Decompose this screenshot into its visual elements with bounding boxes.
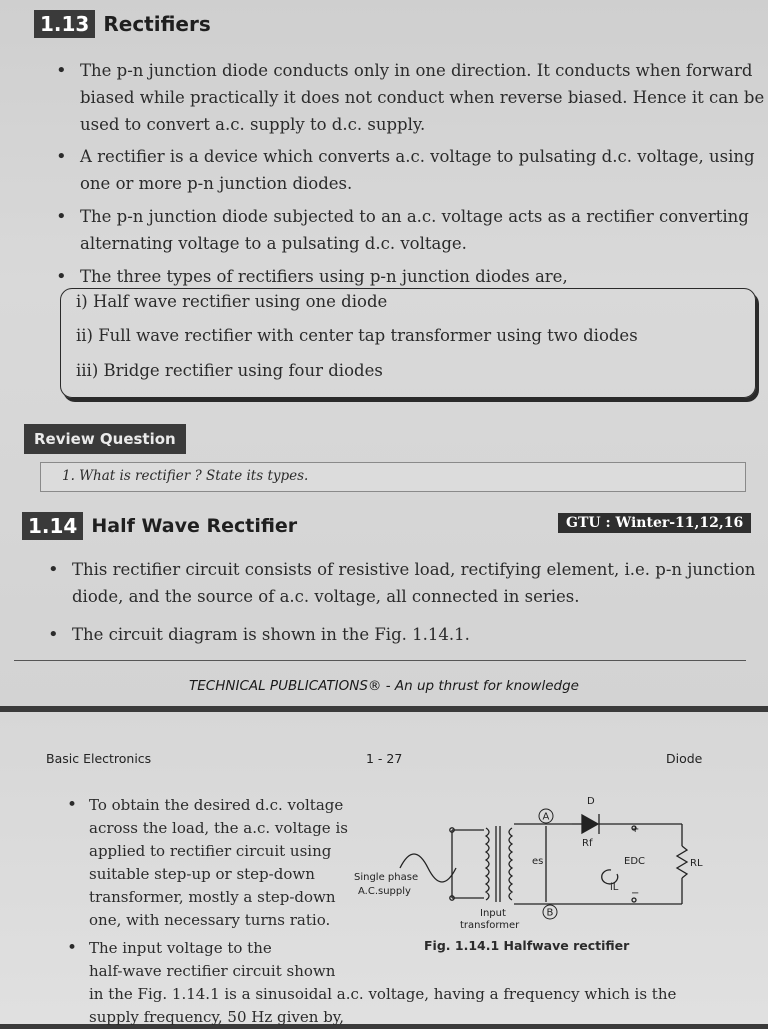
bullet-dot: •: [48, 559, 59, 580]
transformer-label-2: transformer: [460, 920, 520, 931]
resistor-icon: [677, 846, 687, 878]
rf-label: Rf: [582, 838, 593, 849]
gtu-badge: GTU : Winter-11,12,16: [558, 513, 751, 533]
line: biased while practically it does not conduct when reverse biased. Hence it can be: [80, 88, 765, 107]
bullet-2: [56, 143, 755, 197]
section-number: 1.14: [22, 512, 83, 540]
line: across the load, the a.c. voltage is: [89, 819, 348, 837]
type-item-3: iii) Bridge rectifier using four diodes: [76, 361, 383, 380]
node-a-label: A: [542, 811, 550, 823]
line: The circuit diagram is shown in the Fig. 1.14.1.: [72, 625, 470, 644]
publisher-footer: TECHNICAL PUBLICATIONS® - An up thrust for knowledge: [189, 678, 579, 694]
line: The p-n junction diode subjected to an a.c. voltage acts as a rectifier converting: [80, 207, 749, 226]
line: half-wave rectifier circuit shown: [89, 962, 336, 980]
minus-label: −: [631, 888, 640, 899]
line: in the Fig. 1.14.1 is a sinusoidal a.c. voltage, having a frequency which is the: [89, 985, 677, 1003]
bullet-3: [56, 203, 749, 257]
page2-bullet-2-cont: [89, 983, 676, 1029]
halfwave-rectifier-diagram: [352, 790, 708, 936]
transformer-label-1: Input: [480, 908, 506, 919]
section-heading-1-13: [34, 10, 211, 38]
page-number: 1 - 27: [366, 751, 403, 766]
bullet-dot: •: [67, 938, 78, 958]
line: supply frequency, 50 Hz given by,: [89, 1008, 345, 1026]
line: suitable step-up or step-down: [89, 865, 315, 883]
rl-label: RL: [690, 858, 703, 869]
bullet-dot: •: [48, 624, 59, 645]
es-label: es: [532, 856, 544, 867]
line: one or more p-n junction diodes.: [80, 174, 353, 193]
running-header-right: Diode: [666, 751, 703, 766]
bullet-dot: •: [56, 206, 67, 227]
primary-coil: [486, 828, 489, 900]
bullet-6: [48, 621, 470, 648]
running-header-left: Basic Electronics: [46, 751, 152, 766]
page2-bullet-2: [67, 937, 336, 983]
bullet-5: [48, 556, 756, 610]
review-question-label: Review Question: [24, 424, 186, 454]
line: A rectifier is a device which converts a.c. voltage to pulsating d.c. voltage, using: [80, 147, 755, 166]
bullet-dot: •: [56, 266, 67, 287]
bullet-dot: •: [56, 146, 67, 167]
line: This rectifier circuit consists of resistive load, rectifying element, i.e. p-n junction: [72, 560, 756, 579]
section-number: 1.13: [34, 10, 95, 38]
line: To obtain the desired d.c. voltage: [89, 796, 344, 814]
review-question-text: 1. What is rectifier ? State its types.: [62, 468, 309, 484]
section-title: Rectifiers: [103, 12, 211, 36]
line: The p-n junction diode conducts only in one direction. It conducts when forward: [80, 61, 753, 80]
secondary-coil: [509, 828, 512, 900]
line: The input voltage to the: [89, 939, 272, 957]
type-item-2: ii) Full wave rectifier with center tap transformer using two diodes: [76, 326, 638, 345]
line: used to convert a.c. supply to d.c. supply.: [80, 115, 426, 134]
footer-rule: [14, 660, 746, 661]
bullet-4: [56, 263, 568, 290]
type-item-1: i) Half wave rectifier using one diode: [76, 292, 388, 311]
line: The three types of rectifiers using p-n junction diodes are,: [80, 267, 568, 286]
line: transformer, mostly a step-down: [89, 888, 336, 906]
node-b-label: B: [546, 907, 554, 919]
page2-bullet-1: [67, 794, 348, 932]
line: diode, and the source of a.c. voltage, all connected in series.: [72, 587, 580, 606]
il-label: iL: [610, 882, 619, 893]
section-heading-1-14: [22, 512, 297, 540]
supply-label-1: Single phase: [354, 872, 419, 883]
bullet-1: [56, 57, 765, 138]
section-title: Half Wave Rectifier: [91, 515, 298, 537]
bullet-dot: •: [67, 795, 78, 815]
figure-caption: Fig. 1.14.1 Halfwave rectifier: [424, 938, 630, 953]
bullet-dot: •: [56, 60, 67, 81]
line: applied to rectifier circuit using: [89, 842, 332, 860]
supply-label-2: A.C.supply: [358, 886, 411, 897]
line: one, with necessary turns ratio.: [89, 911, 331, 929]
line: alternating voltage to a pulsating d.c. voltage.: [80, 234, 467, 253]
diode-icon: [582, 815, 598, 833]
edc-label: EDC: [624, 856, 646, 867]
diode-label: D: [587, 796, 595, 807]
plus-label: +: [631, 824, 640, 835]
